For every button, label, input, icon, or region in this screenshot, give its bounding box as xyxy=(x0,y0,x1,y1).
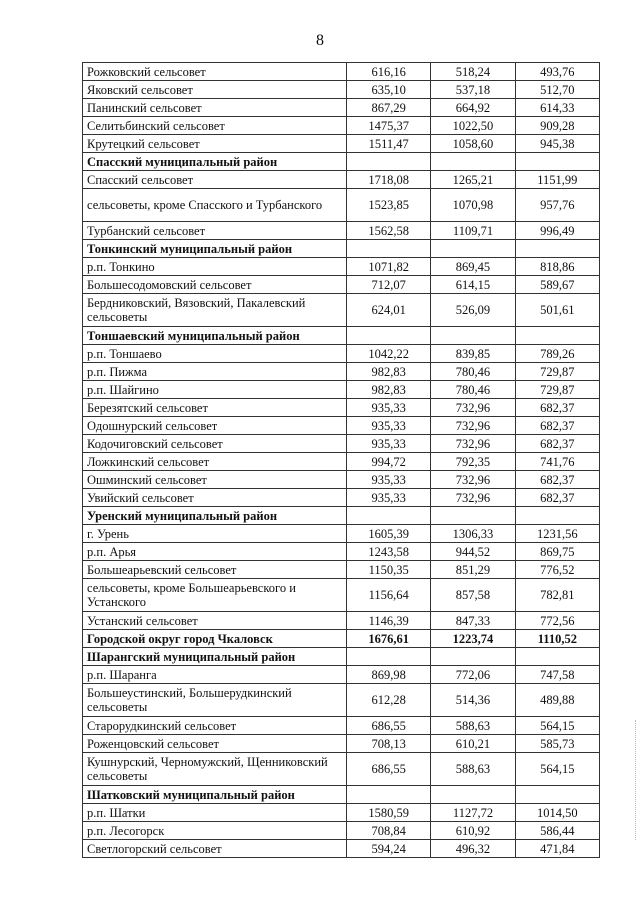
value-cell-3: 493,76 xyxy=(515,63,599,81)
empty-cell xyxy=(515,648,599,666)
table-row xyxy=(83,453,600,471)
locality-name: Яковский сельсовет xyxy=(83,81,347,99)
locality-name: Роженцовский сельсовет xyxy=(83,735,347,753)
table-row xyxy=(83,525,600,543)
value-cell-1: 1511,47 xyxy=(347,135,431,153)
table-row xyxy=(83,117,600,135)
value-cell-2: 526,09 xyxy=(431,294,515,327)
value-cell-2: 732,96 xyxy=(431,417,515,435)
value-cell-2: 857,58 xyxy=(431,579,515,612)
value-cell-3: 1014,50 xyxy=(515,804,599,822)
district-name: Шатковский муниципальный район xyxy=(83,786,347,804)
district-name: Тоншаевский муниципальный район xyxy=(83,327,347,345)
locality-name: Кушнурский, Черномужский, Щенниковский сельсоветы xyxy=(83,753,347,786)
value-cell-1: 1676,61 xyxy=(347,630,431,648)
district-header-row xyxy=(83,327,600,345)
value-cell-2: 851,29 xyxy=(431,561,515,579)
table-row xyxy=(83,222,600,240)
locality-name: Турбанский сельсовет xyxy=(83,222,347,240)
tariff-table-body xyxy=(83,63,600,858)
table-row xyxy=(83,561,600,579)
value-cell-1: 935,33 xyxy=(347,471,431,489)
empty-cell xyxy=(431,240,515,258)
locality-name: Одошнурский сельсовет xyxy=(83,417,347,435)
value-cell-3: 512,70 xyxy=(515,81,599,99)
value-cell-2: 1022,50 xyxy=(431,117,515,135)
locality-name: Ложкинский сельсовет xyxy=(83,453,347,471)
empty-cell xyxy=(347,648,431,666)
value-cell-2: 614,15 xyxy=(431,276,515,294)
value-cell-3: 586,44 xyxy=(515,822,599,840)
value-cell-3: 957,76 xyxy=(515,189,599,222)
locality-name: Крутецкий сельсовет xyxy=(83,135,347,153)
value-cell-2: 537,18 xyxy=(431,81,515,99)
table-row xyxy=(83,753,600,786)
value-cell-2: 1223,74 xyxy=(431,630,515,648)
table-row xyxy=(83,543,600,561)
value-cell-3: 1151,99 xyxy=(515,171,599,189)
locality-name: р.п. Лесогорск xyxy=(83,822,347,840)
value-cell-1: 982,83 xyxy=(347,363,431,381)
table-row xyxy=(83,804,600,822)
table-row xyxy=(83,189,600,222)
value-cell-3: 564,15 xyxy=(515,717,599,735)
table-row xyxy=(83,435,600,453)
district-header-row xyxy=(83,153,600,171)
value-cell-1: 1042,22 xyxy=(347,345,431,363)
page-number: 8 xyxy=(316,32,324,49)
value-cell-3: 585,73 xyxy=(515,735,599,753)
value-cell-2: 664,92 xyxy=(431,99,515,117)
value-cell-3: 682,37 xyxy=(515,471,599,489)
table-row xyxy=(83,822,600,840)
locality-name: Городской округ город Чкаловск xyxy=(83,630,347,648)
locality-name: Березятский сельсовет xyxy=(83,399,347,417)
value-cell-2: 847,33 xyxy=(431,612,515,630)
table-row xyxy=(83,840,600,858)
value-cell-3: 782,81 xyxy=(515,579,599,612)
district-name: Тонкинский муниципальный район xyxy=(83,240,347,258)
value-cell-3: 589,67 xyxy=(515,276,599,294)
value-cell-2: 514,36 xyxy=(431,684,515,717)
locality-name: р.п. Тонкино xyxy=(83,258,347,276)
value-cell-3: 789,26 xyxy=(515,345,599,363)
locality-name: р.п. Пижма xyxy=(83,363,347,381)
value-cell-3: 682,37 xyxy=(515,399,599,417)
value-cell-1: 686,55 xyxy=(347,717,431,735)
empty-cell xyxy=(431,153,515,171)
locality-name: Большеарьевский сельсовет xyxy=(83,561,347,579)
table-row xyxy=(83,735,600,753)
value-cell-1: 1523,85 xyxy=(347,189,431,222)
empty-cell xyxy=(431,507,515,525)
empty-cell xyxy=(347,153,431,171)
district-header-row xyxy=(83,786,600,804)
value-cell-2: 1127,72 xyxy=(431,804,515,822)
empty-cell xyxy=(431,327,515,345)
value-cell-1: 1243,58 xyxy=(347,543,431,561)
value-cell-2: 792,35 xyxy=(431,453,515,471)
table-row xyxy=(83,381,600,399)
value-cell-3: 729,87 xyxy=(515,381,599,399)
table-row xyxy=(83,258,600,276)
value-cell-3: 682,37 xyxy=(515,489,599,507)
district-header-row xyxy=(83,648,600,666)
table-row xyxy=(83,135,600,153)
empty-cell xyxy=(347,240,431,258)
value-cell-2: 732,96 xyxy=(431,471,515,489)
empty-cell xyxy=(347,786,431,804)
value-cell-2: 732,96 xyxy=(431,399,515,417)
value-cell-3: 772,56 xyxy=(515,612,599,630)
value-cell-2: 1070,98 xyxy=(431,189,515,222)
value-cell-1: 686,55 xyxy=(347,753,431,786)
empty-cell xyxy=(515,507,599,525)
value-cell-3: 818,86 xyxy=(515,258,599,276)
table-row xyxy=(83,276,600,294)
locality-name: Ошминский сельсовет xyxy=(83,471,347,489)
locality-name: Спасский сельсовет xyxy=(83,171,347,189)
table-row xyxy=(83,489,600,507)
value-cell-2: 588,63 xyxy=(431,717,515,735)
locality-name: Светлогорский сельсовет xyxy=(83,840,347,858)
locality-name: сельсоветы, кроме Спасского и Турбанского xyxy=(83,189,347,222)
locality-name: р.п. Шатки xyxy=(83,804,347,822)
value-cell-2: 772,06 xyxy=(431,666,515,684)
locality-name: Панинский сельсовет xyxy=(83,99,347,117)
value-cell-1: 635,10 xyxy=(347,81,431,99)
empty-cell xyxy=(431,786,515,804)
value-cell-2: 518,24 xyxy=(431,63,515,81)
value-cell-2: 780,46 xyxy=(431,381,515,399)
district-name: Шарангский муниципальный район xyxy=(83,648,347,666)
locality-name: Селитьбинский сельсовет xyxy=(83,117,347,135)
value-cell-2: 588,63 xyxy=(431,753,515,786)
value-cell-3: 869,75 xyxy=(515,543,599,561)
value-cell-3: 682,37 xyxy=(515,435,599,453)
value-cell-3: 747,58 xyxy=(515,666,599,684)
value-cell-2: 1265,21 xyxy=(431,171,515,189)
value-cell-3: 1110,52 xyxy=(515,630,599,648)
locality-name: р.п. Арья xyxy=(83,543,347,561)
value-cell-1: 712,07 xyxy=(347,276,431,294)
value-cell-1: 1150,35 xyxy=(347,561,431,579)
value-cell-3: 489,88 xyxy=(515,684,599,717)
tariff-table xyxy=(82,62,600,858)
value-cell-2: 944,52 xyxy=(431,543,515,561)
value-cell-2: 496,32 xyxy=(431,840,515,858)
locality-name: сельсоветы, кроме Большеарьевского и Устанского xyxy=(83,579,347,612)
value-cell-2: 732,96 xyxy=(431,435,515,453)
value-cell-3: 682,37 xyxy=(515,417,599,435)
value-cell-1: 612,28 xyxy=(347,684,431,717)
value-cell-2: 1306,33 xyxy=(431,525,515,543)
value-cell-3: 1231,56 xyxy=(515,525,599,543)
value-cell-2: 732,96 xyxy=(431,489,515,507)
value-cell-3: 564,15 xyxy=(515,753,599,786)
table-row xyxy=(83,294,600,327)
district-name: Спасский муниципальный район xyxy=(83,153,347,171)
value-cell-1: 982,83 xyxy=(347,381,431,399)
locality-name: г. Урень xyxy=(83,525,347,543)
value-cell-1: 708,13 xyxy=(347,735,431,753)
value-cell-3: 945,38 xyxy=(515,135,599,153)
locality-name: Устанский сельсовет xyxy=(83,612,347,630)
value-cell-2: 1058,60 xyxy=(431,135,515,153)
table-row xyxy=(83,579,600,612)
locality-name: Рожковский сельсовет xyxy=(83,63,347,81)
value-cell-1: 935,33 xyxy=(347,417,431,435)
table-row xyxy=(83,717,600,735)
table-row xyxy=(83,363,600,381)
table-row xyxy=(83,63,600,81)
value-cell-1: 935,33 xyxy=(347,399,431,417)
value-cell-1: 1580,59 xyxy=(347,804,431,822)
district-name: Уренский муниципальный район xyxy=(83,507,347,525)
value-cell-1: 624,01 xyxy=(347,294,431,327)
table-row xyxy=(83,684,600,717)
value-cell-1: 1146,39 xyxy=(347,612,431,630)
table-row xyxy=(83,99,600,117)
empty-cell xyxy=(515,786,599,804)
value-cell-3: 741,76 xyxy=(515,453,599,471)
locality-name: Кодочиговский сельсовет xyxy=(83,435,347,453)
district-header-row xyxy=(83,507,600,525)
value-cell-1: 1605,39 xyxy=(347,525,431,543)
value-cell-3: 776,52 xyxy=(515,561,599,579)
value-cell-1: 1562,58 xyxy=(347,222,431,240)
table-row xyxy=(83,666,600,684)
value-cell-3: 996,49 xyxy=(515,222,599,240)
value-cell-2: 1109,71 xyxy=(431,222,515,240)
locality-name: р.п. Тоншаево xyxy=(83,345,347,363)
table-row xyxy=(83,81,600,99)
value-cell-2: 610,21 xyxy=(431,735,515,753)
value-cell-2: 780,46 xyxy=(431,363,515,381)
district-header-row xyxy=(83,240,600,258)
empty-cell xyxy=(515,153,599,171)
table-row xyxy=(83,612,600,630)
table-row xyxy=(83,471,600,489)
value-cell-1: 994,72 xyxy=(347,453,431,471)
locality-name: Бердниковский, Вязовский, Пакалевский сельсоветы xyxy=(83,294,347,327)
locality-name: Увийский сельсовет xyxy=(83,489,347,507)
value-cell-1: 616,16 xyxy=(347,63,431,81)
value-cell-3: 614,33 xyxy=(515,99,599,117)
locality-name: Большеустинский, Большерудкинский сельсоветы xyxy=(83,684,347,717)
value-cell-1: 708,84 xyxy=(347,822,431,840)
locality-name: Большесодомовский сельсовет xyxy=(83,276,347,294)
empty-cell xyxy=(347,507,431,525)
empty-cell xyxy=(515,327,599,345)
value-cell-3: 471,84 xyxy=(515,840,599,858)
value-cell-1: 935,33 xyxy=(347,435,431,453)
table-row xyxy=(83,399,600,417)
value-cell-1: 867,29 xyxy=(347,99,431,117)
locality-name: р.п. Шаранга xyxy=(83,666,347,684)
table-row xyxy=(83,630,600,648)
value-cell-1: 1071,82 xyxy=(347,258,431,276)
value-cell-1: 1156,64 xyxy=(347,579,431,612)
value-cell-1: 869,98 xyxy=(347,666,431,684)
value-cell-1: 594,24 xyxy=(347,840,431,858)
value-cell-1: 1475,37 xyxy=(347,117,431,135)
value-cell-3: 909,28 xyxy=(515,117,599,135)
value-cell-2: 869,45 xyxy=(431,258,515,276)
empty-cell xyxy=(515,240,599,258)
locality-name: Старорудкинский сельсовет xyxy=(83,717,347,735)
value-cell-1: 1718,08 xyxy=(347,171,431,189)
table-row xyxy=(83,417,600,435)
value-cell-2: 839,85 xyxy=(431,345,515,363)
value-cell-1: 935,33 xyxy=(347,489,431,507)
value-cell-3: 501,61 xyxy=(515,294,599,327)
locality-name: р.п. Шайгино xyxy=(83,381,347,399)
value-cell-3: 729,87 xyxy=(515,363,599,381)
scan-edge-mark xyxy=(635,720,640,840)
empty-cell xyxy=(431,648,515,666)
empty-cell xyxy=(347,327,431,345)
table-row xyxy=(83,171,600,189)
value-cell-2: 610,92 xyxy=(431,822,515,840)
table-row xyxy=(83,345,600,363)
